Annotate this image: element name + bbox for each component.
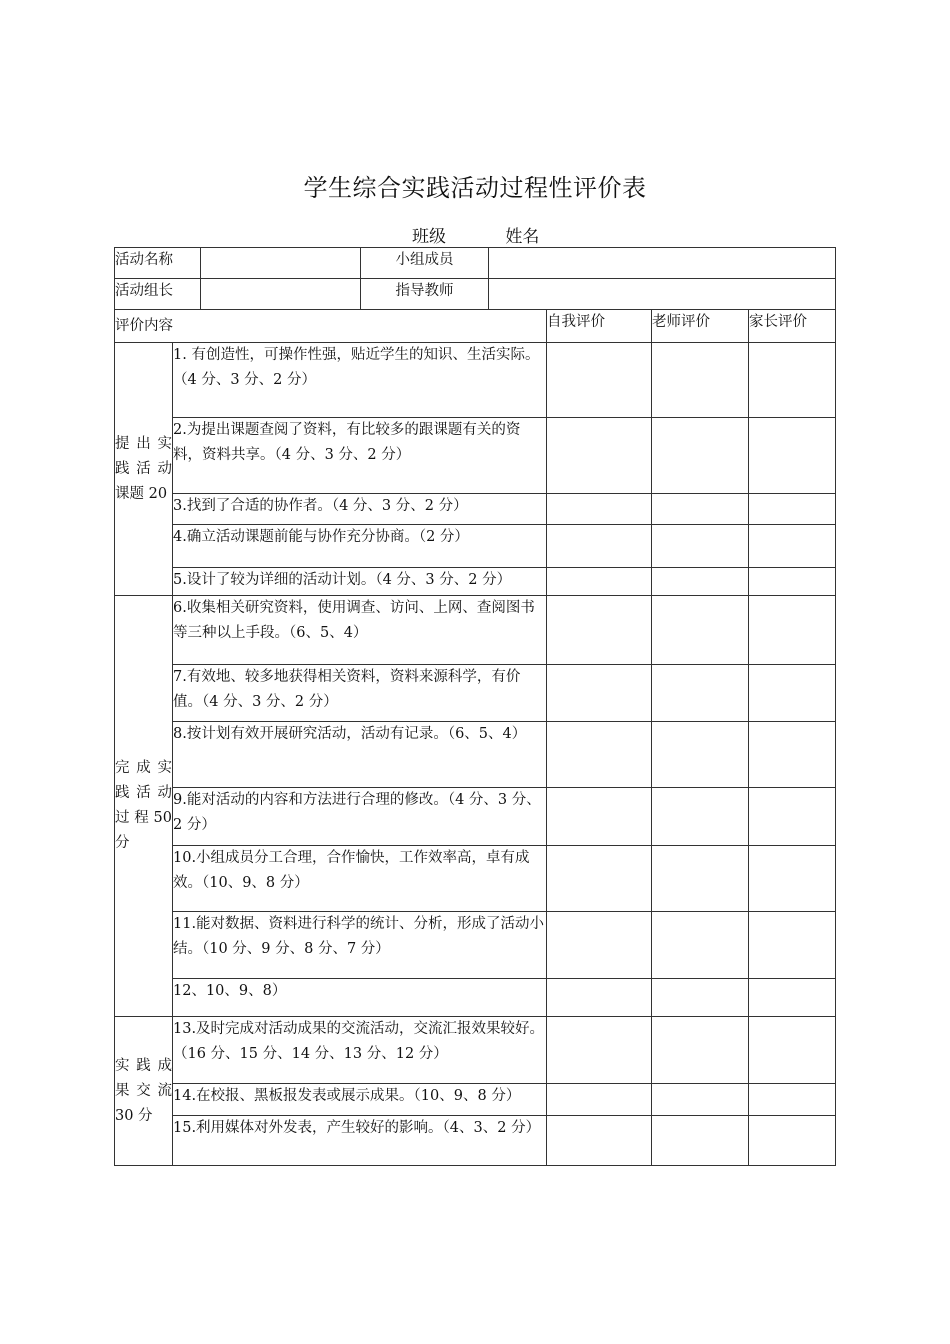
table-row	[115, 1017, 836, 1084]
table-row	[115, 525, 836, 568]
teacher-score-cell[interactable]	[652, 665, 749, 722]
item-text: 14.在校报、黑板报发表或展示成果。（10、9、8 分）	[173, 1084, 547, 1116]
item-text: 11.能对数据、资料进行科学的统计、分析，形成了活动小结。（10 分、9 分、8 分、7 分）	[173, 912, 547, 979]
teacher-score-cell[interactable]	[652, 494, 749, 525]
info-row-2	[115, 279, 836, 310]
item-text: 15.利用媒体对外发表，产生较好的影响。（4、3、2 分）	[173, 1116, 547, 1166]
item-text: 4.确立活动课题前能与协作充分协商。（2 分）	[173, 525, 547, 568]
section-label: 完 成 实 践 活 动 过 程 50 分	[115, 596, 173, 1017]
teacher-score-cell[interactable]	[652, 525, 749, 568]
table-row	[115, 568, 836, 596]
teacher-score-cell[interactable]	[652, 418, 749, 494]
item-text: 3.找到了合适的协作者。（4 分、3 分、2 分）	[173, 494, 547, 525]
self-score-cell[interactable]	[547, 979, 652, 1017]
table-row	[115, 788, 836, 846]
teacher-score-cell[interactable]	[652, 596, 749, 665]
parent-score-cell[interactable]	[749, 979, 836, 1017]
self-score-cell[interactable]	[547, 1116, 652, 1166]
teacher-score-cell[interactable]	[652, 1084, 749, 1116]
parent-score-cell[interactable]	[749, 846, 836, 912]
parent-score-cell[interactable]	[749, 596, 836, 665]
table-row	[115, 722, 836, 788]
header-row	[115, 310, 836, 343]
table-row	[115, 418, 836, 494]
parent-score-cell[interactable]	[749, 665, 836, 722]
advisor-field[interactable]	[489, 279, 836, 310]
item-text: 12、10、9、8）	[173, 979, 547, 1017]
info-row-1	[115, 248, 836, 279]
teacher-score-cell[interactable]	[652, 912, 749, 979]
self-score-cell[interactable]	[547, 418, 652, 494]
self-score-cell[interactable]	[547, 788, 652, 846]
header-self: 自我评价	[547, 310, 652, 343]
self-score-cell[interactable]	[547, 596, 652, 665]
item-text: 1. 有创造性，可操作性强，贴近学生的知识、生活实际。（4 分、3 分、2 分）	[173, 343, 547, 418]
teacher-score-cell[interactable]	[652, 343, 749, 418]
self-score-cell[interactable]	[547, 1017, 652, 1084]
activity-name-field[interactable]	[201, 248, 361, 279]
parent-score-cell[interactable]	[749, 343, 836, 418]
parent-score-cell[interactable]	[749, 568, 836, 596]
item-text: 5.设计了较为详细的活动计划。（4 分、3 分、2 分）	[173, 568, 547, 596]
header-teacher: 老师评价	[652, 310, 749, 343]
self-score-cell[interactable]	[547, 525, 652, 568]
self-score-cell[interactable]	[547, 846, 652, 912]
item-text: 8.按计划有效开展研究活动，活动有记录。（6、5、4）	[173, 722, 547, 788]
subhead	[412, 222, 539, 247]
table-row	[115, 912, 836, 979]
parent-score-cell[interactable]	[749, 525, 836, 568]
teacher-score-cell[interactable]	[652, 568, 749, 596]
activity-name-label: 活动名称	[115, 248, 201, 279]
self-score-cell[interactable]	[547, 912, 652, 979]
group-members-label: 小组成员	[361, 248, 489, 279]
header-parent: 家长评价	[749, 310, 836, 343]
parent-score-cell[interactable]	[749, 1084, 836, 1116]
table-row	[115, 665, 836, 722]
class-label: 班级	[412, 227, 446, 247]
parent-score-cell[interactable]	[749, 788, 836, 846]
self-score-cell[interactable]	[547, 343, 652, 418]
self-score-cell[interactable]	[547, 568, 652, 596]
parent-score-cell[interactable]	[749, 1116, 836, 1166]
teacher-score-cell[interactable]	[652, 1116, 749, 1166]
table-row	[115, 979, 836, 1017]
section-label: 提 出 实 践 活 动 课题 20	[115, 343, 173, 596]
table-row	[115, 1084, 836, 1116]
section-label: 实 践 成 果 交 流 30 分	[115, 1017, 173, 1166]
group-members-field[interactable]	[489, 248, 836, 279]
item-text: 9.能对活动的内容和方法进行合理的修改。（4 分、3 分、2 分）	[173, 788, 547, 846]
self-score-cell[interactable]	[547, 722, 652, 788]
table-row	[115, 846, 836, 912]
evaluation-table	[114, 247, 836, 1166]
item-text: 13.及时完成对活动成果的交流活动，交流汇报效果较好。（16 分、15 分、14 分、13 分、12 分）	[173, 1017, 547, 1084]
page-title: 学生综合实践活动过程性评价表	[303, 174, 647, 202]
table-row	[115, 494, 836, 525]
self-score-cell[interactable]	[547, 665, 652, 722]
activity-leader-label: 活动组长	[115, 279, 201, 310]
self-score-cell[interactable]	[547, 1084, 652, 1116]
table-row	[115, 343, 836, 418]
table-row	[115, 596, 836, 665]
item-text: 7.有效地、较多地获得相关资料，资料来源科学，有价值。（4 分、3 分、2 分）	[173, 665, 547, 722]
advisor-label: 指导教师	[361, 279, 489, 310]
parent-score-cell[interactable]	[749, 418, 836, 494]
item-text: 10.小组成员分工合理，合作愉快，工作效率高，卓有成效。（10、9、8 分）	[173, 846, 547, 912]
teacher-score-cell[interactable]	[652, 846, 749, 912]
parent-score-cell[interactable]	[749, 912, 836, 979]
teacher-score-cell[interactable]	[652, 979, 749, 1017]
self-score-cell[interactable]	[547, 494, 652, 525]
parent-score-cell[interactable]	[749, 494, 836, 525]
item-text: 6.收集相关研究资料，使用调查、访问、上网、查阅图书等三种以上手段。（6、5、4）	[173, 596, 547, 665]
table-row	[115, 1116, 836, 1166]
teacher-score-cell[interactable]	[652, 788, 749, 846]
header-content: 评价内容	[115, 310, 547, 343]
parent-score-cell[interactable]	[749, 1017, 836, 1084]
activity-leader-field[interactable]	[201, 279, 361, 310]
name-label: 姓名	[505, 227, 540, 247]
teacher-score-cell[interactable]	[652, 1017, 749, 1084]
parent-score-cell[interactable]	[749, 722, 836, 788]
teacher-score-cell[interactable]	[652, 722, 749, 788]
item-text: 2.为提出课题查阅了资料，有比较多的跟课题有关的资料，资料共享。（4 分、3 分、2 分）	[173, 418, 547, 494]
